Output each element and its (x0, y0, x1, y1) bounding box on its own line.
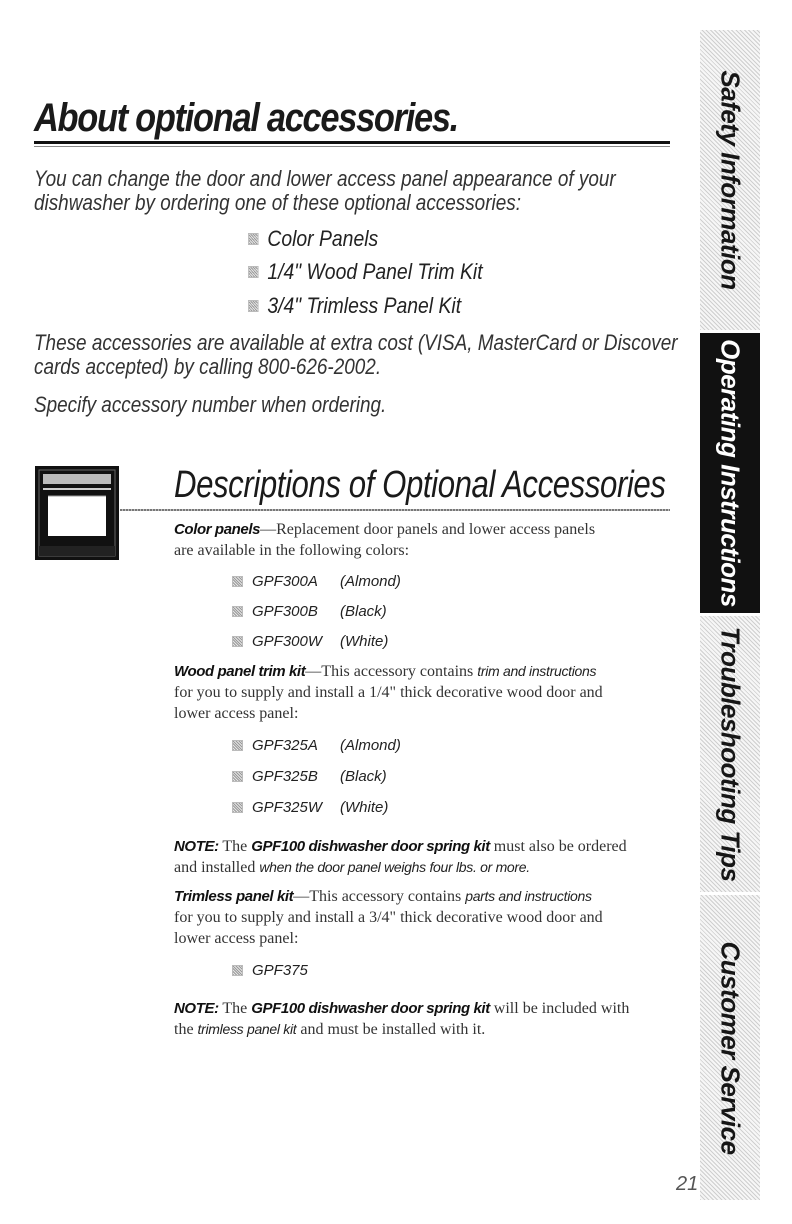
tab-label: Troubleshooting Tips (715, 626, 746, 882)
wood-trim-emphasis: trim and instructions (477, 663, 597, 679)
note-text: The (218, 1000, 252, 1017)
bullet-icon (232, 576, 243, 587)
spring-kit-name: GPF100 dishwasher door spring kit (251, 838, 490, 855)
bullet-icon (232, 636, 243, 647)
section-title: Descriptions of Optional Accessories (174, 464, 666, 506)
spring-kit-name: GPF100 dishwasher door spring kit (251, 1000, 490, 1017)
availability-line-2: cards accepted) by calling 800-626-2002. (34, 354, 382, 379)
page-number: 21 (676, 1173, 699, 1195)
tab-label: Operating Instructions (715, 339, 746, 607)
trimless-emphasis: parts and instructions (465, 888, 592, 904)
bullet-icon (232, 740, 243, 751)
wood-trim-text: —This accessory contains (305, 663, 478, 680)
section-rule (120, 509, 670, 511)
model-code: GPF300B (252, 603, 318, 620)
accessory-item (248, 293, 461, 319)
title-rule (34, 141, 670, 144)
trimless-paragraph (174, 886, 674, 949)
note-door-spring-kit (174, 836, 674, 878)
tab-operating-instructions[interactable] (700, 333, 760, 613)
model-color: (Almond) (340, 737, 401, 754)
intro-line-1: You can change the door and lower access panel appearance of your (34, 166, 616, 191)
bullet-icon (232, 771, 243, 782)
model-code: GPF375 (252, 962, 308, 979)
model-item (232, 799, 388, 816)
model-item (232, 603, 387, 620)
bullet-icon (248, 266, 259, 278)
wood-trim-paragraph (174, 661, 674, 724)
tab-troubleshooting-tips[interactable] (700, 616, 760, 892)
tab-label: Safety Information (715, 70, 746, 290)
note-text: will be included with (489, 1000, 630, 1017)
color-panels-text: —Replacement door panels and lower access panels (260, 521, 596, 538)
trimless-text-3: lower access panel: (174, 930, 299, 947)
bullet-icon (232, 802, 243, 813)
model-code: GPF300W (252, 633, 323, 650)
accessory-item (248, 226, 378, 252)
wood-trim-text-3: lower access panel: (174, 705, 299, 722)
trimless-text: —This accessory contains (293, 888, 466, 905)
model-color: (White) (340, 633, 389, 650)
note-label: NOTE: (174, 838, 219, 855)
note-text: must also be ordered (489, 838, 627, 855)
tab-safety-information[interactable] (700, 30, 760, 330)
model-color: (White) (340, 799, 389, 816)
note-included-kit (174, 998, 674, 1040)
specify-note: Specify accessory number when ordering. (34, 392, 387, 417)
model-item (232, 573, 401, 590)
model-color: (Black) (340, 603, 387, 620)
intro-line-2: dishwasher by ordering one of these optional accessories: (34, 190, 521, 215)
color-panels-text-2: are available in the following colors: (174, 542, 410, 559)
trimless-text-2: for you to supply and install a 3/4" thick decorative wood door and (174, 909, 603, 926)
availability-line-1: These accessories are available at extra cost (VISA, MasterCard or Discover (34, 330, 678, 355)
wood-trim-heading: Wood panel trim kit (174, 663, 306, 680)
note-emphasis: trimless panel kit (197, 1021, 297, 1037)
note-text: the (174, 1021, 198, 1038)
model-code: GPF325B (252, 768, 318, 785)
model-item (232, 962, 308, 979)
note-text: The (218, 838, 252, 855)
accessory-label: Color Panels (267, 226, 379, 251)
bullet-icon (232, 606, 243, 617)
color-panels-paragraph (174, 519, 674, 561)
bullet-icon (232, 965, 243, 976)
bullet-icon (248, 300, 259, 312)
accessory-item (248, 259, 483, 285)
color-panels-heading: Color panels (174, 521, 261, 538)
model-color: (Black) (340, 768, 387, 785)
note-label: NOTE: (174, 1000, 219, 1017)
page-title: About optional accessories. (34, 96, 458, 140)
accessory-label: 3/4" Trimless Panel Kit (267, 293, 462, 318)
model-code: GPF325A (252, 737, 318, 754)
note-emphasis: when the door panel weighs four lbs. or more. (259, 859, 530, 875)
model-item (232, 768, 387, 785)
model-code: GPF325W (252, 799, 323, 816)
note-text: and must be installed with it. (296, 1021, 486, 1038)
trimless-heading: Trimless panel kit (174, 888, 294, 905)
bullet-icon (248, 233, 259, 245)
model-item (232, 633, 388, 650)
model-color: (Almond) (340, 573, 401, 590)
wood-trim-text-2: for you to supply and install a 1/4" thick decorative wood door and (174, 684, 603, 701)
accessory-label: 1/4" Wood Panel Trim Kit (267, 259, 483, 284)
note-text: and installed (174, 859, 260, 876)
model-item (232, 737, 401, 754)
dishwasher-icon (34, 462, 120, 562)
tab-customer-service[interactable] (700, 895, 760, 1200)
model-code: GPF300A (252, 573, 318, 590)
tab-label: Customer Service (715, 940, 746, 1155)
title-rule-thin (34, 146, 670, 147)
